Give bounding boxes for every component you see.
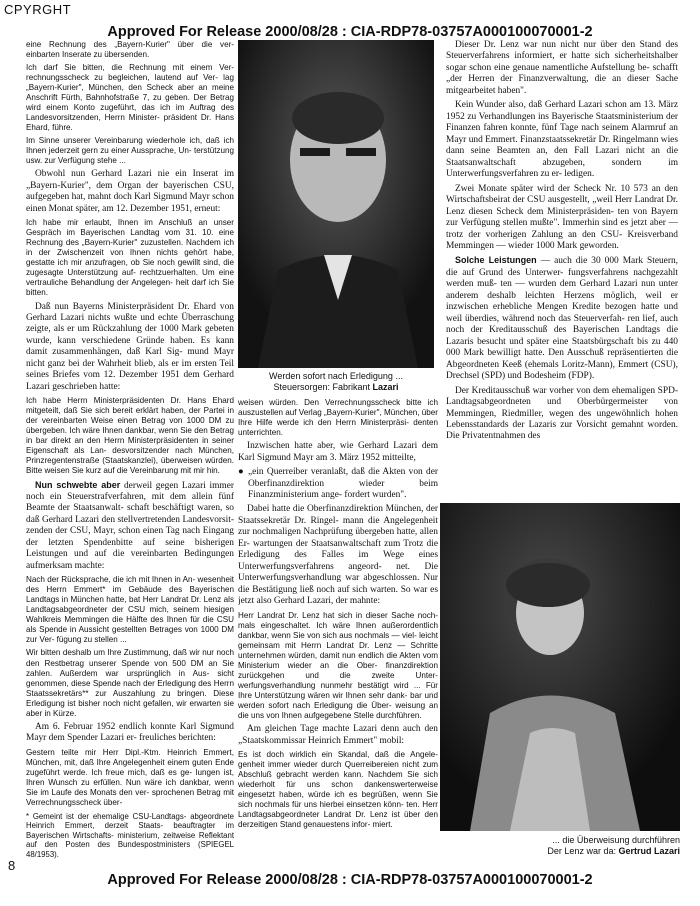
body-paragraph: Dieser Dr. Lenz war nun nicht nur über den Stand des Steuerverfahrens informiert, er hatte sich sicherheitshalber sogar schon eine genaue namentliche Aufstellung be- schafft „der Herren der Finanzverwaltung, die an dieser Sache mitgearbeitet haben". — [446, 40, 678, 96]
letter-excerpt: weisen würden. Den Verrechnungsscheck bitte ich auszustellen auf Verlag „Bayern-Kurier", München, über Ihre Hilfe werde ich den Herrn Ministerpräsi- denten unterrichten. — [238, 398, 438, 438]
caption-line: ... die Überweisung durchführen — [552, 835, 680, 845]
column-left — [26, 40, 234, 860]
letter-excerpt: Nach der Rücksprache, die ich mit Ihnen in An- wesenheit des Herrn Emmert* im Gebäude des Bayerischen Landtags in München hatte, bat Herr Landrat Dr. Lenz als Landtagsabgeordneter der CSU mich, seinem hiesigen Wahlkreis Memmingen die Hälfte des Ihnen für die CSU als Spende in Aussicht gestellten Betrages von 1000 DM zur Ver- fügung zu stellen ... — [26, 575, 234, 645]
letter-excerpt: Es ist doch wirklich ein Skandal, daß die Angele- genheit immer wieder durch Querreibereien nicht zum Abschluß gebracht werden kann. Nachdem Sie sich wiederholt für uns schon dankenswerterweise eingesetzt haben, würde ich es begrüßen, wenn Sie sich nochmals für uns hierbei einsetzen könn- ten. Herr Landtagsabgeordneter Landrat Dr. Lenz ist über den derzeitigen Stand genauestens infor- miert. — [238, 749, 438, 830]
footnote: * Gemeint ist der ehemalige CSU-Landtags- abgeordnete Heinrich Emmert, derzeit Staats- beauftragter im Bayerischen Wirtschafts- ministerium, zeitweise Reflektant auf den Posten des Bundespostministers (SPIEGEL 48/1953). — [26, 811, 234, 859]
body-paragraph: Zwei Monate später wird der Scheck Nr. 10 573 an den Wirtschaftsbeirat der CSU ausgestellt, „weil Herr Landrat Dr. Lenz diesen Scheck dem Ministerpräsiden- ten von Bayern zur Verfügung stellen mußte". Immerhin sind es jetzt aber — trotz der vorherigen Zahlung an den CSU- Kreisverband Memmingen — wieder 1000 Mark geworden. — [446, 183, 678, 251]
body-paragraph: Daß nun Bayerns Ministerpräsident Dr. Ehard von Gerhard Lazari nichts wußte und echte Überraschung zeigte, als er um Rückzahlung der 1000 Mark gebeten wurde, kann verschiedene Gründe haben. Es kann damit zusammenhängen, daß Karl Sig- mund Mayr nicht ganz bei der Wahrheit blieb, als er im ersten Teil seines Briefes vom 12. Dezember 1951 dem Gerhard Lazari geschrieben hatte: — [26, 301, 234, 392]
photo-caption — [440, 835, 680, 858]
caption-line — [440, 846, 680, 857]
photo-caption — [238, 371, 434, 394]
run-in-heading: Nun schwebte aber — [35, 479, 121, 490]
caption-text: Steuersorgen: Fabrikant — [273, 382, 371, 393]
copyright-stamp: CPYRGHT — [4, 2, 72, 17]
quote-text: „ein Querreiber veranlaßt, daß die Akten von der Oberfinanzdirektion wieder beim Finanzministerium ange- fordert wurden". — [248, 467, 438, 500]
body-paragraph: Dabei hatte die Oberfinanzdirektion München, der Staatssekretär Dr. Ringel- mann die Angelegenheit zur nochmaligen Nachprüfung übergeben hatte, allen Er- wartungen der Staatsanwaltschaft zum Trotz die Erledigung des Falles im Wege eines Unterwerfungsverfahrens angeord- net. Die Unterwerfungsverhandlung war abgeschlossen. Nur die Bestätigung ließ noch auf sich warten. So war es jetzt also Gerhard Lazari, der mahnte: — [238, 504, 438, 607]
caption-line: Werden sofort nach Erledigung ... — [269, 371, 403, 381]
body-paragraph — [26, 480, 234, 573]
letter-excerpt: Ich habe mir erlaubt, Ihnen im Anschluß an unser Gespräch im Bayerischen Landtag vom 31. 10. eine Rechnung des „Bayern-Kurier" zuzustellen. Nachdem ich in der Zwischenzeit von Ihnen nichts gehört habe, gestatte ich mir anzufragen, ob Sie noch gewillt sind, die zugesagte Unterstützung auf- rechtzuerhalten. Um eine vertrauliche Behandlung der Angelegen- heit darf ich Sie bitten. — [26, 218, 234, 298]
letter-excerpt: Gestern teilte mir Herr Dipl.-Ktm. Heinrich Emmert, München, mit, daß Ihre Angelegenheit einem guten Ende zugeführt werde. Ich freue mich, daß es ge- lungen ist, Ihren Wunsch zu erfüllen. Nun wäre ich dankbar, wenn Sie im Laufe des Monats den ver- sprochenen Betrag mit Verrechnungsscheck über- — [26, 747, 234, 807]
photo-gertrud-lazari — [440, 503, 680, 831]
release-header: Approved For Release 2000/08/28 : CIA-RDP78-03757A000100070001-2 — [107, 24, 593, 40]
column-middle — [238, 398, 438, 860]
letter-excerpt: Ich habe Herrn Ministerpräsidenten Dr. Hans Ehard mitgeteilt, daß Sie sich bereit erklärt haben, der Partei in der vereinbarten Weise einen Betrag von 1000 DM zu übergeben. Ich wäre Ihnen dankbar, wenn Sie den Betrag in bar direkt an den Herrn Ministerpräsidenten in seiner Eigenschaft als Lan- desvorsitzender nach München, Prinzregentenstraße (Staatskanzlei), überweisen würden. Bitte weisen Sie kurz auf die Vereinbarung mit mir hin. — [26, 396, 234, 476]
letter-excerpt: Im Sinne unserer Vereinbarung wiederhole ich, daß ich Ihnen jederzeit gern zu einer Aussprache, Un- terstützung usw. zur Verfügung stehe ... — [26, 136, 234, 166]
caption-line — [238, 382, 434, 393]
portrait-illustration — [440, 503, 680, 831]
portrait-illustration — [238, 40, 434, 368]
page-number: 8 — [8, 858, 16, 873]
letter-excerpt: Ich darf Sie bitten, die Rechnung mit einem Ver- rechnungsscheck zu begleichen, lautend auf Ver- lag „Bayern-Kurier", München, den Scheck aber an meine Anschrift Fürth, Bahnhofstraße 7, zu geben. Der Betrag wird einem Konto zugeführt, das ich im Auftrag des Landesvorsitzenden, Herrn Minister- präsident Dr. Hans Ehard, führe. — [26, 63, 234, 133]
quote-paragraph — [238, 467, 438, 501]
caption-name: Gertrud Lazari — [618, 846, 680, 857]
caption-name: Lazari — [372, 382, 399, 393]
run-in-heading: Solche Leistungen — [455, 255, 537, 266]
body-paragraph — [446, 255, 678, 382]
column-right — [446, 40, 678, 500]
body-paragraph: Kein Wunder also, daß Gerhard Lazari schon am 13. März 1952 zu Verhandlungen ins Bayerische Staatsministerium der Finanzen fahren konnte, fünf Tage nach seinem Alarmruf an Mayr und Emmert. Finanzstaatssekretär Dr. Ringelmann wies dann seine Beamten an, den Fall Lazari nicht an die Staatsanwaltschaft abzugeben, sondern im Unterwerfungsverfahren zu er- ledigen. — [446, 100, 678, 180]
body-paragraph: Obwohl nun Gerhard Lazari nie ein Inserat im „Bayern-Kurier", dem Organ der bayerischen CSU, aufgegeben hat, mahnt doch Karl Sigmund Mayr schon einen Monat später, am 12. Dezember 1951, erneut: — [26, 169, 234, 214]
body-paragraph: Am 6. Februar 1952 endlich konnte Karl Sigmund Mayr dem Spender Lazari er- freuliches berichten: — [26, 721, 234, 744]
letter-excerpt: eine Rechnung des „Bayern-Kurier" über die ver- einbarten Inserate zu übersenden. — [26, 40, 234, 60]
paragraph-text: — auch die 30 000 Mark Steuern, die auf Grund des Unterwer- fungsverfahrens nachgezahlt werden muß- ten — wurden dem Gerhard Lazari nun unter anderem deshalb leichten Herzens möglich, weil er inzwischen erhebliche Mengen Kredite bezogen hatte und weil überdies, während noch das Steuerverfah- ren lief, auch noch der Kreditausschuß des Bayerischen Landtags die Lazaris besucht und später eine Staatsbürgschaft bis zu 440 000 Mark bewilligt hatte. Den Ausschuß repräsentierten die Abgeordneten Keeß (ehemals Loritz-Mann), Emmert (CSU), Drechsel (SPD) und Bodesheim (FDP). — [446, 256, 678, 382]
body-paragraph: Der Kreditausschuß war vorher von dem ehemaligen SPD-Landtagsabgeordneten und Oberbürgermeister von Memmingen, Riedmiller, wegen des ungewöhnlich hohen Lebensstandards der Lazaris zur Vorsicht gemahnt worden. Die Privatentnahmen des — [446, 385, 678, 442]
photo-fabrikant-lazari — [238, 40, 434, 368]
caption-text: Der Lenz war da: — [547, 846, 616, 857]
body-paragraph: Inzwischen hatte aber, wie Gerhard Lazari dem Karl Sigmund Mayr am 3. März 1952 mitteilte, — [238, 441, 438, 463]
letter-excerpt: Wir bitten deshalb um Ihre Zustimmung, daß wir nur noch den Restbetrag unserer Spende von 500 DM an Sie zahlen. Außerdem war ursprünglich in Aus- sicht genommen, diese Spende nach der Erledigung des Herrn Staatssekretärs** zur Auszahlung zu bringen. Diese Erledigung ist bisher noch nicht gefallen, wir erwarten sie aber in Kürze. — [26, 648, 234, 718]
paragraph-text: derweil gegen Lazari immer noch ein Steuerstrafverfahren, mit dem allein fünf Beamte der Staatsanwalt- schaft beschäftigt waren, so daß Gerhard Lazari den stellvertretenden Landesvorsit- zenden der CSU, Mayr, schon einen Tag nach Eingang der letzten Spendenbitte auf seine bisherigen Leistungen und auf die vereinbarten Bedingungen aufmerksam machte: — [26, 480, 234, 571]
body-paragraph: Am gleichen Tage machte Lazari denn auch den „Staatskommissar Heinrich Emmert" mobil: — [238, 724, 438, 746]
release-footer: Approved For Release 2000/08/28 : CIA-RDP78-03757A000100070001-2 — [107, 872, 593, 888]
letter-excerpt: Herr Landrat Dr. Lenz hat sich in dieser Sache noch- mals eingeschaltet. Ich wäre Ihnen außerordentlich dankbar, wenn Sie von sich aus nochmals — viel- leicht gemeinsam mit Herrn Landrat Dr. Lenz — Schritte unternehmen würden, damit nun endlich die Akten vom Ministerium wieder an die Ober- finanzdirektion zurückgehen und die zweite Unter- werfungsverhandlung nunmehr bestätigt wird ... Für Ihre Unterstützung wären wir Ihnen sehr dank- bar und werden sofort nach Erledigung die Über- weisung an die uns von Ihnen aufgegebene Stelle durchführen. — [238, 610, 438, 720]
bullet-icon: ● — [238, 467, 244, 478]
